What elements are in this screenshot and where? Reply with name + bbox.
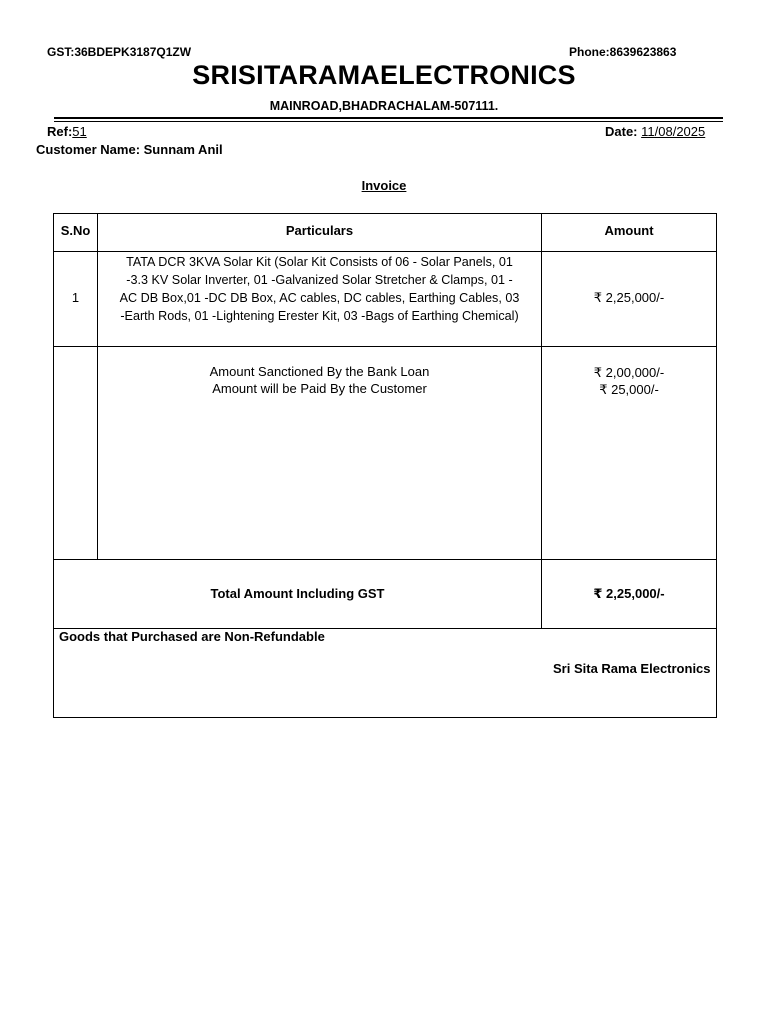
row-divider [53,559,717,560]
col-divider-amount [541,213,542,629]
refund-note: Goods that Purchased are Non-Refundable [59,629,325,644]
invoice-title: Invoice [361,178,407,193]
total-amount: ₹ 2,25,000/- [593,586,665,601]
phone-number: Phone:8639623863 [569,45,677,59]
date-label: Date: [605,124,638,139]
payment-customer: Amount will be Paid By the Customer [212,381,427,396]
table-border-bottom [53,717,717,718]
item-particulars: TATA DCR 3KVA Solar Kit (Solar Kit Consists of 06 - Solar Panels, 01 -3.3 KV Solar Inverter, 01 -Galvanized Solar Stretcher & Clamps, 01 - AC DB Box,01 -DC DB Box, AC cables, DC cables, Earthing Cables, 03 -Earth Rods, 01 -Lightening Erester Kit, 03 -Bags of Earthing Chemical) [119,255,520,323]
header-rule-thick [54,117,723,119]
row-divider [53,346,717,347]
ref-value: 51 [72,124,87,139]
table-border-top [53,213,717,214]
payment-bank-loan: Amount Sanctioned By the Bank Loan [209,364,430,379]
item-sno: 1 [71,290,80,305]
total-label: Total Amount Including GST [210,586,385,601]
header-particulars: Particulars [285,223,354,238]
date-field [605,124,705,139]
shop-address: MAINROAD,BHADRACHALAM-507111. [269,99,499,113]
date-value: 11/08/2025 [641,124,706,139]
payment-customer-amount: ₹ 25,000/- [599,382,659,397]
ref-field [47,124,87,139]
signature: Sri Sita Rama Electronics [553,661,711,676]
item-amount: ₹ 2,25,000/- [593,290,665,305]
gst-number: GST:36BDEPK3187Q1ZW [47,45,192,59]
row-divider [53,251,717,252]
shop-name: SRISITARAMAELECTRONICS [192,60,576,90]
ref-label: Ref: [47,124,73,139]
header-amount: Amount [604,223,654,238]
table-border-right [716,213,717,718]
header-sno: S.No [60,223,91,238]
header-rule-thin [54,121,723,122]
customer-name: Customer Name: Sunnam Anil [36,142,223,157]
payment-bank-amount: ₹ 2,00,000/- [593,365,665,380]
